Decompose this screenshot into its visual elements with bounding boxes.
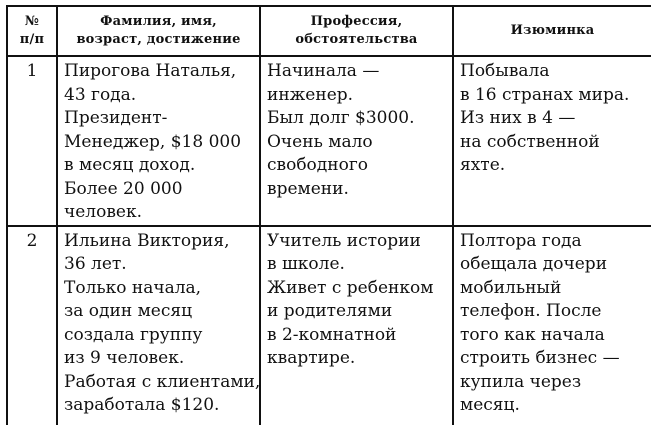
cell-line: Более 20 000	[64, 178, 255, 202]
cell-line: создала группу	[64, 324, 255, 348]
cell-line: в месяц доход.	[64, 154, 255, 178]
cell-line: Побывала	[460, 60, 647, 84]
cell-line: в школе.	[267, 253, 448, 277]
highlight-cell	[453, 56, 651, 226]
cell-line: Очень мало	[267, 131, 448, 155]
cell-line: Учитель истории	[267, 230, 448, 254]
header-line: п/п	[8, 31, 56, 49]
cell-line: яхте.	[460, 154, 647, 178]
header-line: Профессия,	[261, 13, 452, 31]
cell-line: месяц.	[460, 394, 647, 418]
highlight-cell	[453, 226, 651, 425]
cell-line: из 9 человек.	[64, 347, 255, 371]
header-profession	[260, 6, 453, 56]
cell-line: Полтора года	[460, 230, 647, 254]
row-number: 2	[7, 226, 57, 425]
table-row	[7, 226, 651, 425]
header-row	[7, 6, 651, 56]
cell-line: человек.	[64, 201, 255, 225]
cell-line: в 16 странах мира.	[460, 84, 647, 108]
header-line: обстоятельства	[261, 31, 452, 49]
cell-line: мобильный	[460, 277, 647, 301]
data-table	[6, 5, 651, 425]
header-line: Фамилия, имя,	[58, 13, 259, 31]
row-number: 1	[7, 56, 57, 226]
header-highlight	[453, 6, 651, 56]
cell-line: 36 лет.	[64, 253, 255, 277]
table-row	[7, 56, 651, 226]
cell-line: купила через	[460, 371, 647, 395]
cell-line: Только начала,	[64, 277, 255, 301]
cell-line: Был долг $3000.	[267, 107, 448, 131]
cell-line: телефон. После	[460, 300, 647, 324]
cell-line: за один месяц	[64, 300, 255, 324]
data-table-container	[6, 5, 651, 425]
cell-line: Работая с клиентами,	[64, 371, 255, 395]
header-line: возраст, достижение	[58, 31, 259, 49]
cell-line: Менеджер, $18 000	[64, 131, 255, 155]
cell-line: заработала $120.	[64, 394, 255, 418]
cell-line: 43 года.	[64, 84, 255, 108]
cell-line: Президент-	[64, 107, 255, 131]
cell-line: Пирогова Наталья,	[64, 60, 255, 84]
header-line: №	[8, 13, 56, 31]
name-cell	[57, 226, 260, 425]
cell-line: того как начала	[460, 324, 647, 348]
header-line: Изюминка	[454, 22, 651, 40]
header-name	[57, 6, 260, 56]
cell-line: строить бизнес —	[460, 347, 647, 371]
cell-line: квартире.	[267, 347, 448, 371]
cell-line: Ильина Виктория,	[64, 230, 255, 254]
cell-line: в 2-комнатной	[267, 324, 448, 348]
cell-line: инженер.	[267, 84, 448, 108]
cell-line: свободного	[267, 154, 448, 178]
name-cell	[57, 56, 260, 226]
cell-line: обещала дочери	[460, 253, 647, 277]
cell-line: Начинала —	[267, 60, 448, 84]
profession-cell	[260, 56, 453, 226]
cell-line: и родителями	[267, 300, 448, 324]
cell-line: времени.	[267, 178, 448, 202]
cell-line: на собственной	[460, 131, 647, 155]
cell-line: Живет с ребенком	[267, 277, 448, 301]
profession-cell	[260, 226, 453, 425]
cell-line: Из них в 4 —	[460, 107, 647, 131]
header-number	[7, 6, 57, 56]
